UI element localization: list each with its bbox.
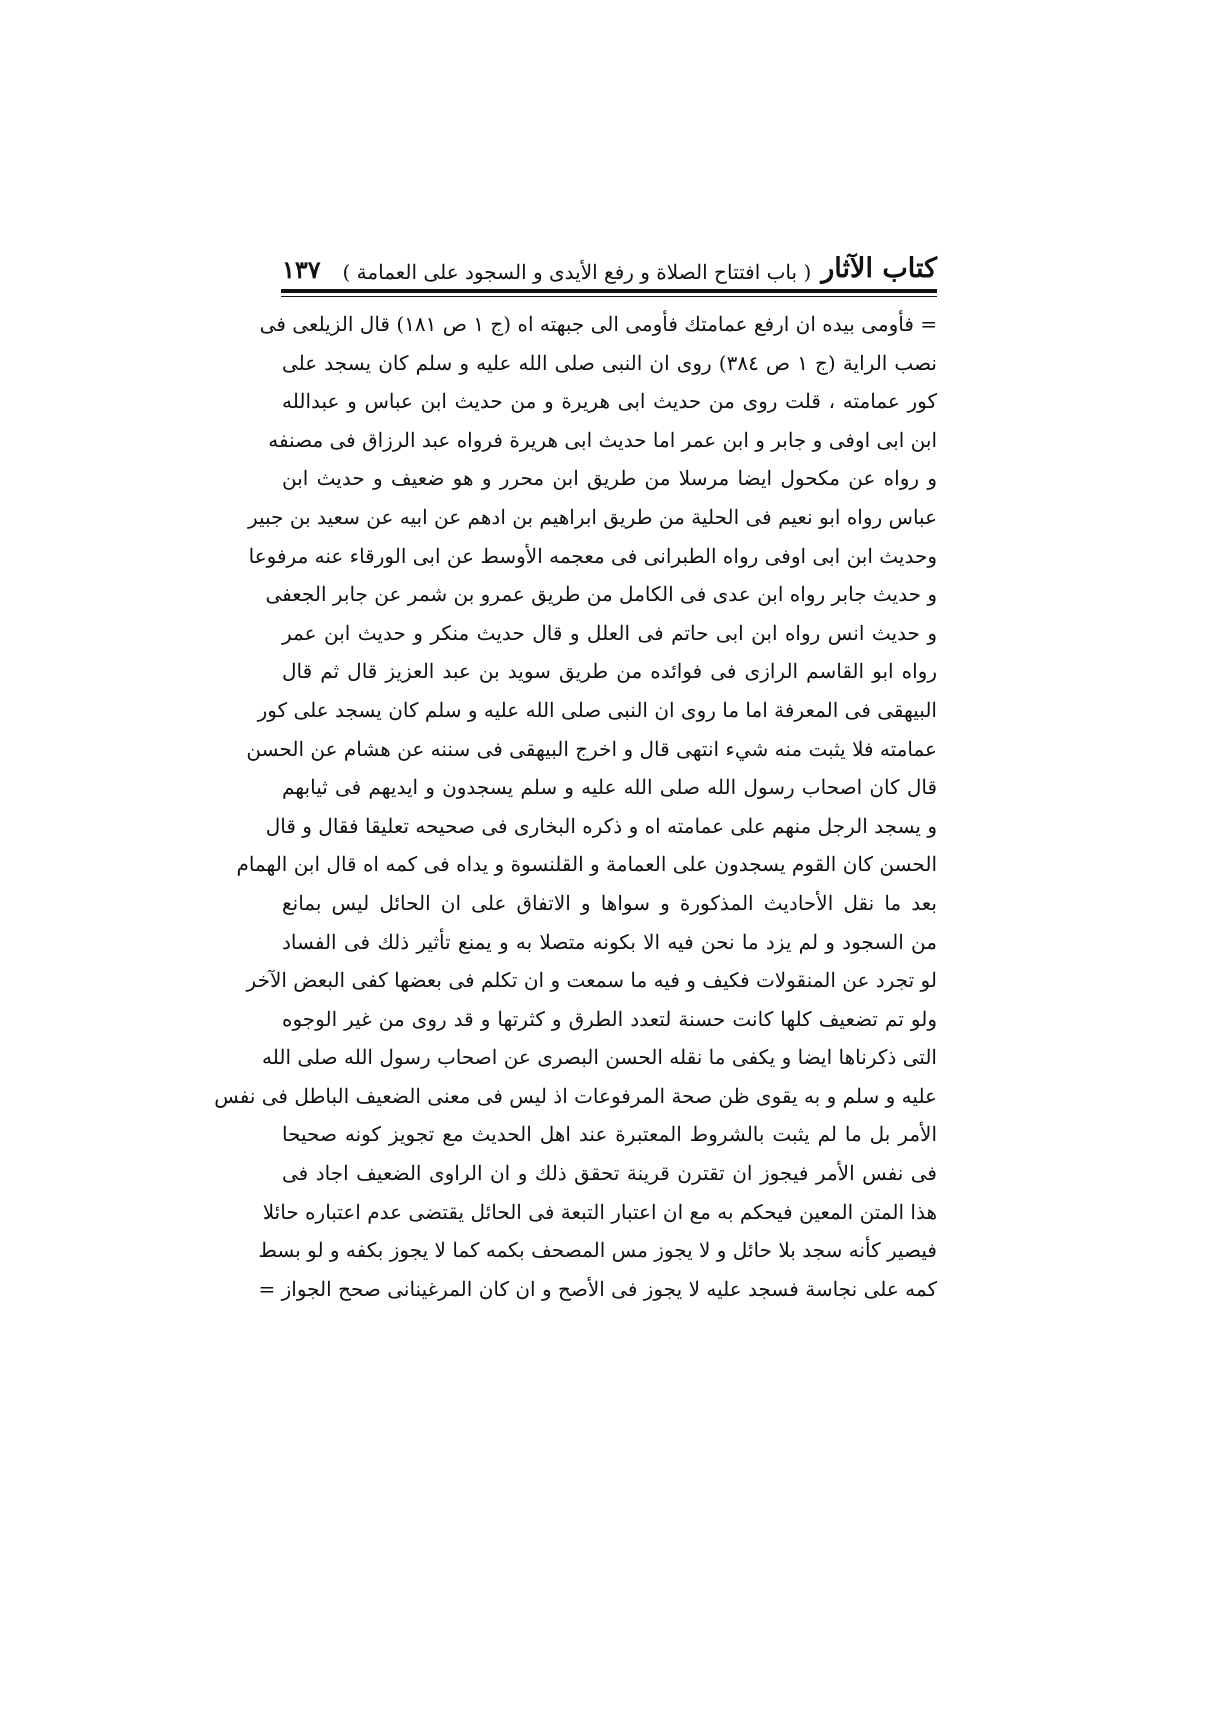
body-text <box>214 305 937 1385</box>
text-line: بعد ما نقل الأحاديث المذكورة و سواها و الاتفاق على ان الحائل ليس بمانع <box>282 890 937 915</box>
book-title: كتاب الآثار <box>821 253 937 284</box>
text-line: البيهقى فى المعرفة اما ما روى ان النبى صلى الله عليه و سلم كان يسجد على كور <box>257 697 937 722</box>
running-header <box>282 236 937 284</box>
text-line: عليه و سلم و به يقوى ظن صحة المرفوعات اذ ليس فى معنى الضعيف الباطل فى نفس <box>214 1083 937 1108</box>
text-line: فى نفس الأمر فيجوز ان تقترن قرينة تحقق ذلك و ان الراوى الضعيف اجاد فى <box>282 1161 937 1186</box>
text-line: فيصير كأنه سجد بلا حائل و لا يجوز مس المصحف بكمه كما لا يجوز بكفه و لو بسط <box>258 1238 937 1263</box>
text-line: نصب الراية (ج ١ ص ٣٨٤) روى ان النبى صلى الله عليه و سلم كان يسجد على <box>282 350 937 375</box>
text-line: عمامته فلا يثبت منه شيء انتهى قال و اخرج البيهقى فى سننه عن هشام عن الحسن <box>246 736 937 761</box>
chapter-title: ( باب افتتاح الصلاة و رفع الأيدى و السجود على العمامة ) <box>342 260 812 284</box>
text-line: الحسن كان القوم يسجدون على العمامة و القلنسوة و يداه فى كمه اه قال ابن الهمام <box>236 852 937 877</box>
text-line: التى ذكرناها ايضا و يكفى ما نقله الحسن البصرى عن اصحاب رسول الله صلى الله <box>262 1045 937 1070</box>
text-line: = فأومى بيده ان ارفع عمامتك فأومى الى جبهته اه (ج ١ ص ١٨١) قال الزيلعى فى <box>259 312 937 336</box>
text-line: و حديث انس رواه ابن ابى حاتم فى العلل و قال حديث منكر و حديث ابن عمر <box>282 620 937 645</box>
header-rule-thin <box>281 296 937 297</box>
text-line: و يسجد الرجل منهم على عمامته اه و ذكره البخارى فى صحيحه تعليقا فقال و قال <box>265 813 937 838</box>
text-line: و رواه عن مكحول ايضا مرسلا من طريق ابن محرر و هو ضعيف و حديث ابن <box>282 466 937 491</box>
text-line: كور عمامته ، قلت روى من حديث ابى هريرة و من حديث ابن عباس و عبدالله <box>282 389 937 414</box>
text-line: و حديث جابر رواه ابن عدى فى الكامل من طريق عمرو بن شمر عن جابر الجعفى <box>265 582 937 607</box>
text-line: من السجود و لم يزد ما نحن فيه الا بكونه متصلا به و يمنع تأثير ذلك فى الفساد <box>282 929 937 954</box>
text-line: الأمر بل ما لم يثبت بالشروط المعتبرة عند اهل الحديث مع تجويز كونه صحيحا <box>282 1122 937 1147</box>
header-rule-thick <box>281 289 937 293</box>
text-line: وحديث ابن ابى اوفى رواه الطبرانى فى معجمه الأوسط عن ابى الورقاء عنه مرفوعا <box>248 543 937 568</box>
text-line: ولو تم تضعيف كلها كانت حسنة لتعدد الطرق و كثرتها و قد روى من غير الوجوه <box>282 1006 937 1031</box>
text-line: رواه ابو القاسم الرازى فى فوائده من طريق سويد بن عبد العزيز قال ثم قال <box>282 659 937 684</box>
text-line: عباس رواه ابو نعيم فى الحلية من طريق ابراهيم بن ادهم عن ابيه عن سعيد بن جبير <box>248 504 937 529</box>
text-line: قال كان اصحاب رسول الله صلى الله عليه و سلم يسجدون و ايديهم فى ثيابهم <box>282 775 937 800</box>
page-number: ١٣٧ <box>282 255 321 284</box>
text-line: هذا المتن المعين فيحكم به مع ان اعتبار التبعة فى الحائل يقتضى عدم اعتباره حائلا <box>262 1199 937 1224</box>
text-line: ابن ابى اوفى و جابر و ابن عمر اما حديث ابى هريرة فرواه عبد الرزاق فى مصنفه <box>268 427 937 452</box>
text-line: لو تجرد عن المنقولات فكيف و فيه ما سمعت و ان تكلم فى بعضها كفى البعض الآخر <box>246 968 937 993</box>
text-line: كمه على نجاسة فسجد عليه لا يجوز فى الأصح و ان كان المرغينانى صحح الجواز = <box>258 1276 937 1301</box>
